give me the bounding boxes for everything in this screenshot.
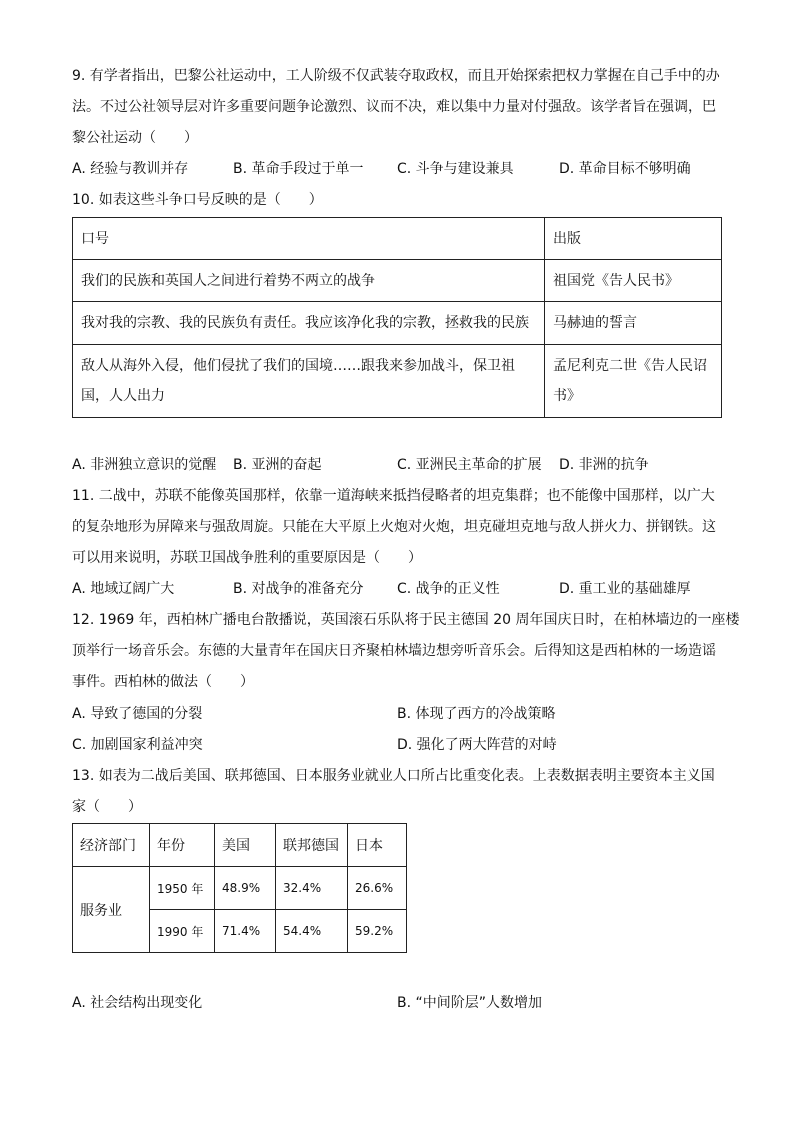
q12-stem-line3: 事件。西柏林的做法（ ） bbox=[72, 674, 254, 690]
q9-option-c[interactable]: C. 斗争与建设兼具 bbox=[397, 161, 514, 177]
q12-option-c[interactable]: C. 加剧国家利益冲突 bbox=[72, 737, 203, 753]
table-header-cell: 年份 bbox=[150, 824, 215, 867]
q11-stem-line1: 11. 二战中，苏联不能像英国那样，依靠一道海峡来抵挡侵略者的坦克集群；也不能像中国那样，以广大 bbox=[72, 488, 715, 504]
q12-stem-line1: 12. 1969 年，西柏林广播电台散播说，英国滚石乐队将于民主德国 20 周年国庆日时，在柏林墙边的一座楼 bbox=[72, 612, 740, 628]
q12-option-d[interactable]: D. 强化了两大阵营的对峙 bbox=[397, 737, 557, 753]
table-header-cell: 经济部门 bbox=[73, 824, 150, 867]
table-cell-source: 孟尼利克二世《告人民诏书》 bbox=[545, 345, 722, 418]
table-cell-year: 1990 年 bbox=[150, 910, 215, 953]
q9-option-b[interactable]: B. 革命手段过于单一 bbox=[233, 161, 364, 177]
q10-stem: 10. 如表这些斗争口号反映的是（ ） bbox=[72, 192, 323, 208]
table-header-row bbox=[73, 824, 407, 867]
table-header-cell: 口号 bbox=[73, 218, 545, 260]
table-header-cell: 出版 bbox=[545, 218, 722, 260]
table-header-cell: 日本 bbox=[348, 824, 407, 867]
q12-option-a[interactable]: A. 导致了德国的分裂 bbox=[72, 706, 203, 722]
q13-option-b[interactable]: B. “中间阶层”人数增加 bbox=[397, 995, 543, 1011]
q11-option-b[interactable]: B. 对战争的准备充分 bbox=[233, 581, 364, 597]
table-cell-value: 48.9% bbox=[215, 867, 276, 910]
table-cell-value: 26.6% bbox=[348, 867, 407, 910]
table-row bbox=[73, 260, 722, 302]
table-cell-year: 1950 年 bbox=[150, 867, 215, 910]
q9-option-d[interactable]: D. 革命目标不够明确 bbox=[559, 161, 691, 177]
q12-option-b[interactable]: B. 体现了西方的冷战策略 bbox=[397, 706, 556, 722]
table-header-cell: 联邦德国 bbox=[276, 824, 348, 867]
table-cell-source: 马赫迪的誓言 bbox=[545, 302, 722, 345]
q13-option-a[interactable]: A. 社会结构出现变化 bbox=[72, 995, 203, 1011]
q9-option-a[interactable]: A. 经验与教训并存 bbox=[72, 161, 189, 177]
table-cell-value: 32.4% bbox=[276, 867, 348, 910]
table-header-cell: 美国 bbox=[215, 824, 276, 867]
q10-option-a[interactable]: A. 非洲独立意识的觉醒 bbox=[72, 457, 217, 473]
q11-option-c[interactable]: C. 战争的正义性 bbox=[397, 581, 500, 597]
table-cell-value: 54.4% bbox=[276, 910, 348, 953]
q11-option-d[interactable]: D. 重工业的基础雄厚 bbox=[559, 581, 691, 597]
q13-employment-table bbox=[72, 823, 407, 953]
q9-stem-line2: 法。不过公社领导层对许多重要问题争论激烈、议而不决，难以集中力量对付强敌。该学者旨在强调，巴 bbox=[72, 99, 716, 115]
table-cell-sector: 服务业 bbox=[73, 867, 150, 953]
q12-stem-line2: 顶举行一场音乐会。东德的大量青年在国庆日齐聚柏林墙边想旁听音乐会。后得知这是西柏林的一场造谣 bbox=[72, 643, 716, 659]
table-cell-slogan: 我们的民族和英国人之间进行着势不两立的战争 bbox=[73, 260, 545, 302]
q10-option-c[interactable]: C. 亚洲民主革命的扩展 bbox=[397, 457, 542, 473]
q13-stem-line1: 13. 如表为二战后美国、联邦德国、日本服务业就业人口所占比重变化表。上表数据表明主要资本主义国 bbox=[72, 768, 715, 784]
q13-stem-line2: 家（ ） bbox=[72, 799, 142, 815]
table-header-row bbox=[73, 218, 722, 260]
table-cell-source: 祖国党《告人民书》 bbox=[545, 260, 722, 302]
table-row bbox=[73, 345, 722, 418]
table-cell-value: 59.2% bbox=[348, 910, 407, 953]
q10-slogan-table bbox=[72, 217, 722, 418]
table-cell-value: 71.4% bbox=[215, 910, 276, 953]
table-row bbox=[73, 302, 722, 345]
q9-stem-line3: 黎公社运动（ ） bbox=[72, 130, 198, 146]
q9-stem-line1: 9. 有学者指出，巴黎公社运动中，工人阶级不仅武装夺取政权，而且开始探索把权力掌握在自己手中的办 bbox=[72, 68, 720, 84]
q11-stem-line3: 可以用来说明，苏联卫国战争胜利的重要原因是（ ） bbox=[72, 550, 422, 566]
q10-option-d[interactable]: D. 非洲的抗争 bbox=[559, 457, 649, 473]
q11-stem-line2: 的复杂地形为屏障来与强敌周旋。只能在大平原上火炮对火炮，坦克碰坦克地与敌人拼火力、拼钢铁。这 bbox=[72, 519, 716, 535]
table-row bbox=[73, 867, 407, 910]
table-cell-slogan: 敌人从海外入侵，他们侵扰了我们的国境……跟我来参加战斗，保卫祖国，人人出力 bbox=[73, 345, 545, 418]
q10-option-b[interactable]: B. 亚洲的奋起 bbox=[233, 457, 322, 473]
table-cell-slogan: 我对我的宗教、我的民族负有责任。我应该净化我的宗教，拯救我的民族 bbox=[73, 302, 545, 345]
q11-option-a[interactable]: A. 地域辽阔广大 bbox=[72, 581, 175, 597]
